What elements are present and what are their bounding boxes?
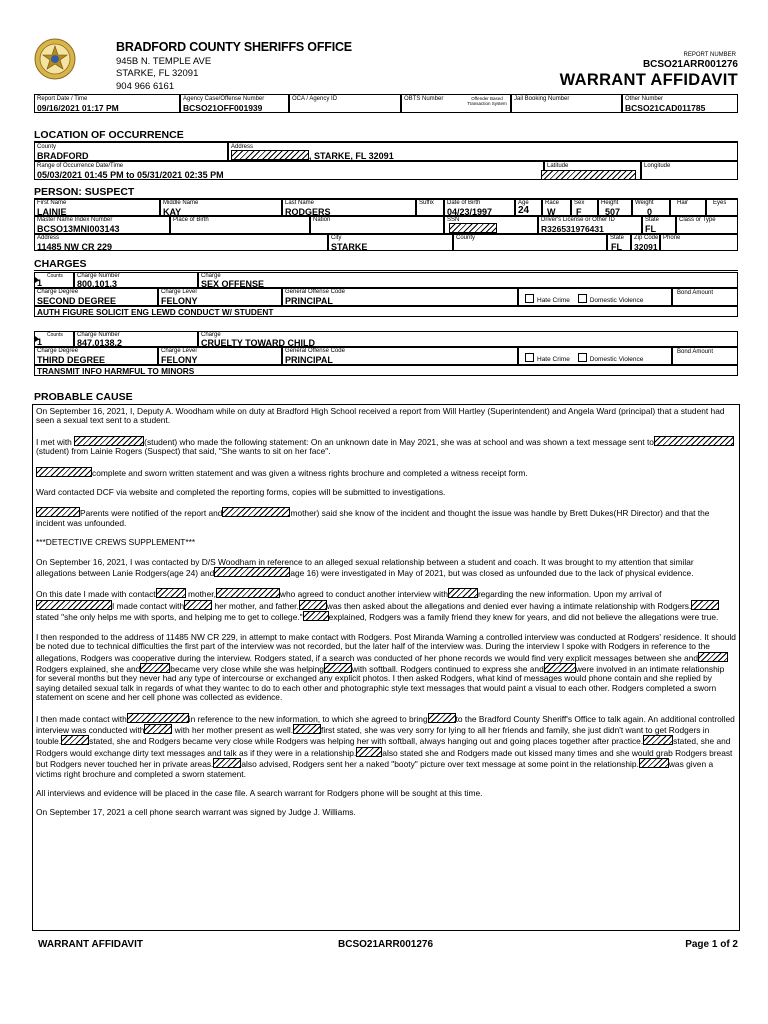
narrative-text: her mother, and father. <box>212 600 299 611</box>
charge-description: TRANSMIT INFO HARMFUL TO MINORS <box>37 366 195 376</box>
oca-label: OCA / Agency ID <box>292 96 338 102</box>
redaction-block <box>127 713 189 723</box>
narrative-text: with softball. Rodgers continued to express she and <box>351 663 544 674</box>
jail-booking-cell <box>511 94 622 113</box>
county-label: County <box>37 144 57 150</box>
hate-crime-label: Hate Crime <box>537 297 570 304</box>
latitude-label: Latitude <box>547 163 569 169</box>
hair-label: Hair <box>677 200 689 206</box>
middle-name-label: Middle Name <box>163 200 199 206</box>
narrative-text: also advised, Rodgers sent her a naked "booty" picture over text message at some point in the relationship. <box>241 759 639 770</box>
charge-level-label: Charge Level <box>161 289 197 295</box>
redaction-block <box>231 150 309 160</box>
obts-cell <box>401 94 511 113</box>
location-address-line <box>231 150 394 161</box>
first-name-label: First Name <box>37 200 67 206</box>
redaction-block <box>541 170 636 180</box>
state-value: FL <box>611 242 622 252</box>
narrative-text: also stated she and Rodgers made out kissed many times and she would grab Rodgers breast but Rodgers never touched her in private areas. <box>36 747 733 770</box>
charge-degree: THIRD DEGREE <box>37 355 106 365</box>
redaction-block <box>61 735 89 745</box>
range-cell <box>34 161 544 180</box>
suffix-cell <box>416 199 444 216</box>
nation-label: Nation <box>313 217 331 223</box>
eyes-label: Eyes <box>713 200 727 206</box>
narrative-text: to the Bradford County Sheriff's Office to talk again. An additional controlled interview was conducted with <box>36 713 735 735</box>
redaction-block <box>691 600 719 610</box>
narrative-text: (student) from Lainie Rogers (Suspect) that said, "She wants to sit on her face". <box>36 446 331 457</box>
charge-number: 800.101.3 <box>77 279 118 289</box>
height-label: Height <box>601 200 619 206</box>
narrative-text: I then made contact with <box>36 713 127 724</box>
charge-1-charge-cell <box>198 272 738 288</box>
narrative-text: age 16) were investigated in May of 2021, but was closed as unfounded due to the lack of physical evidence. <box>290 568 694 579</box>
hate-crime-label: Hate Crime <box>537 356 570 363</box>
hair-cell <box>670 199 706 216</box>
dl-label: Driver's License or Other ID <box>541 217 615 223</box>
redaction-block <box>36 600 112 610</box>
zip-cell <box>631 234 660 251</box>
charge-number-label: Charge Number <box>77 332 120 338</box>
city-value: STARKE <box>331 242 368 252</box>
offense-code: PRINCIPAL <box>285 355 333 365</box>
redaction-block <box>448 588 478 598</box>
charge-2-desc-cell <box>34 365 738 376</box>
narrative-paragraph <box>36 588 736 622</box>
redaction-block <box>36 467 92 477</box>
charge-level: FELONY <box>161 355 198 365</box>
redaction-block <box>144 724 172 734</box>
sex-value: F <box>576 207 582 217</box>
narrative-text: (student) who made the following statement: On an unknown date in May 2021, she was at school and was shown a text message sent to <box>144 436 654 447</box>
narrative-paragraph: ***DETECTIVE CREWS SUPPLEMENT*** <box>36 537 196 548</box>
suspect-address: 11485 NW CR 229 <box>37 242 113 252</box>
redaction-block <box>216 588 280 598</box>
narrative-text: in reference to the new information, to which she agreed to bring <box>188 713 428 724</box>
agency-name: BRADFORD COUNTY SHERIFFS OFFICE <box>116 40 352 54</box>
redaction-block <box>36 507 80 517</box>
narrative-text: were involved in an intimate relationship for several months but they never had any type of intercourse or exchanged any explicit photos. I then asked Rodgers, what kind of messages would phone contain and she replied by saying detailed sexual talk in regards of what they wantec to do to each other and photographic style text messages that would paint a visual to each other. Rodgers completed a sworn statement on scene and her cell phone was collected as evidence. <box>36 663 725 703</box>
age-label: Age <box>518 200 529 206</box>
weight-value: 0 <box>647 207 653 217</box>
probable-cause-heading: PROBABLE CAUSE <box>34 391 133 403</box>
charge-1-flags-cell <box>518 288 672 306</box>
charge-1-number-cell <box>74 272 198 288</box>
charge-2-level-cell <box>158 347 282 365</box>
narrative-text: I made contact with <box>112 600 185 611</box>
footer-report-number: BCSO21ARR001276 <box>338 939 434 950</box>
agency-address-2: STARKE, FL 32091 <box>116 68 199 79</box>
agency-address-1: 945B N. TEMPLE AVE <box>116 56 212 67</box>
redaction-block <box>324 663 352 673</box>
race-value: W <box>547 207 556 217</box>
report-date: 09/16/2021 01:17 PM <box>37 103 119 113</box>
charge-1-level-cell <box>158 288 282 306</box>
height-value: 507 <box>605 207 621 217</box>
charge-2-counts-cell <box>34 331 74 347</box>
age-cell <box>515 199 542 216</box>
flags-row <box>525 353 643 363</box>
narrative-paragraph <box>36 558 736 579</box>
suspect-address-cell <box>34 234 328 251</box>
county-cell <box>34 142 228 161</box>
charge-1-counts-cell <box>34 272 74 288</box>
narrative-paragraph <box>36 713 736 779</box>
state-cell <box>607 234 631 251</box>
narrative-paragraph <box>36 467 736 478</box>
narrative-text: Parents were notified of the report and <box>80 508 223 519</box>
charge-degree-label: Charge Degree <box>37 348 79 354</box>
caret-right-icon <box>35 277 39 283</box>
other-number-label: Other Number <box>625 96 664 102</box>
narrative-text: explained, Rodgers was a family friend they knew for years, and did not believe the allegations were true. <box>328 612 719 623</box>
narrative-text: On this date I made with contact <box>36 589 156 600</box>
redaction-block <box>654 436 734 446</box>
charge-number-label: Charge Number <box>77 273 120 279</box>
pob-cell <box>170 216 310 234</box>
race-label: Race <box>545 200 560 206</box>
weight-cell <box>632 199 670 216</box>
middle-name-cell <box>160 199 282 216</box>
first-name-cell <box>34 199 160 216</box>
case-number: BCSO21OFF001939 <box>183 103 263 113</box>
narrative-paragraph <box>36 633 736 703</box>
last-name-label: Last Name <box>285 200 315 206</box>
mni-cell <box>34 216 170 234</box>
report-number: BCSO21ARR001276 <box>642 59 738 70</box>
hate-crime-checkbox[interactable] <box>525 294 534 303</box>
other-number: BCSO21CAD011785 <box>625 103 706 113</box>
narrative-text: I met with <box>36 436 75 447</box>
narrative-text: was then asked about the allegations and denied ever having a intimate relationship with Rodgers. <box>326 600 692 611</box>
charge-degree: SECOND DEGREE <box>37 296 117 306</box>
narrative-text: Rodgers explained, she and <box>36 663 141 674</box>
city-cell <box>328 234 453 251</box>
mni-label: Master Name Index Number <box>37 217 113 223</box>
longitude-label: Longitude <box>644 163 671 169</box>
last-name: RODGERS <box>285 207 331 217</box>
charge-2-charge-cell <box>198 331 738 347</box>
height-cell <box>598 199 632 216</box>
county-value: BRADFORD <box>37 151 89 161</box>
mni-value: BCSO13MNI003143 <box>37 224 120 234</box>
offender-system-label: Offender Based Transaction System <box>467 96 507 106</box>
narrative-text: first stated, she was very sorry for lying to all her friends and family, she just didn't want to get Rodgers in touble. <box>36 724 710 747</box>
jail-booking-label: Jail Booking Number <box>514 96 570 102</box>
charge-2-flags-cell <box>518 347 672 365</box>
suspect-county-label: County <box>456 235 476 241</box>
bond-label: Bond Amount <box>677 290 714 296</box>
ssn-cell <box>444 216 538 234</box>
narrative-text: mother, <box>185 589 216 600</box>
sheriff-star-badge-icon <box>34 38 76 80</box>
narrative-text: I then responded to the address of 11485 NW CR 229, in attempt to make contact with Rodgers. Post Miranda Warning a controlled interview was conducted at Rodgers' residence. It should be noted due to technical difficulties the first part of the interview was not recorded, but the later half of the interview was. During the interview I spoke with Rodgers in reference to the allegations, Rodgers was cooperative during the interview. Rodgers stated, if a search was conducted of her phone records we would find very explicit messages between she and <box>36 631 736 663</box>
footer-title: WARRANT AFFIDAVIT <box>38 939 143 950</box>
charge-counts-label: Counts <box>47 332 63 338</box>
offense-code-label: General Offense Code <box>285 289 345 295</box>
redaction-block <box>222 507 290 517</box>
suspect-county-cell <box>453 234 607 251</box>
charge-label: Charge <box>201 332 221 338</box>
race-cell <box>542 199 571 216</box>
dl-state-label: State <box>645 217 660 223</box>
footer-page-number: Page 1 of 2 <box>685 939 738 950</box>
offense-code-label: General Offense Code <box>285 348 345 354</box>
redaction-block <box>293 724 321 734</box>
redaction-block <box>544 663 576 673</box>
city-label: City <box>331 235 342 241</box>
narrative-text: On September 16, 2021, I was contacted by D/S Woodham in reference to an alleged sexual relationship between a student and coach. It was brought to my attention that similar allegations between Lanie Rodgers(age 24) and <box>36 556 694 579</box>
state-label: State <box>610 235 625 241</box>
agency-phone: 904 966 6161 <box>116 81 175 92</box>
charge-degree-label: Charge Degree <box>37 289 79 295</box>
domestic-violence-label: Domestic Violence <box>589 297 644 304</box>
zip-value: 32091 <box>634 242 658 252</box>
caret-right-icon <box>35 336 39 342</box>
charge-counts: 1 <box>37 337 43 347</box>
narrative-paragraph: Ward contacted DCF via website and completed the reporting forms, copies will be submitted to investigations. <box>36 487 446 498</box>
domestic-violence-checkbox[interactable] <box>578 294 587 303</box>
suspect-heading: PERSON: SUSPECT <box>34 186 135 198</box>
range-value: 05/03/2021 01:45 PM to 05/31/2021 02:35 PM <box>37 170 224 180</box>
location-address-suffix: , STARKE, FL 32091 <box>309 151 394 161</box>
suffix-label: Suffix <box>419 200 434 206</box>
zip-label: Zip Code <box>634 235 659 241</box>
charge-number: 847.0138.2 <box>77 338 123 348</box>
narrative-paragraph <box>36 507 736 528</box>
narrative-text: who agreed to conduct another interview with <box>279 589 448 600</box>
narrative-paragraph <box>36 436 736 457</box>
dob-label: Date of Birth <box>447 200 481 206</box>
eyes-cell <box>706 199 738 216</box>
charge-2-degree-cell <box>34 347 158 365</box>
redaction-block <box>449 223 497 233</box>
charge-1-desc-cell <box>34 306 738 317</box>
redaction-block <box>356 747 382 757</box>
class-cell <box>676 216 738 234</box>
narrative-text: stated "she only helps me with sports, and helping me to get to college." <box>36 612 303 623</box>
middle-name: KAY <box>163 207 182 217</box>
report-number-label: REPORT NUMBER <box>683 52 736 58</box>
location-address-cell <box>228 142 738 161</box>
charge-counts: 1 <box>37 278 43 288</box>
oca-cell <box>289 94 401 113</box>
charge-description: AUTH FIGURE SOLICIT ENG LEWD CONDUCT W/ STUDENT <box>37 307 274 317</box>
case-number-cell <box>180 94 289 113</box>
suspect-address-label: Address <box>37 235 60 241</box>
sex-cell <box>571 199 598 216</box>
redaction-block <box>643 735 673 745</box>
offense-code: PRINCIPAL <box>285 296 333 306</box>
charges-heading: CHARGES <box>34 258 87 270</box>
charge-1-degree-cell <box>34 288 158 306</box>
redaction-block <box>156 588 186 598</box>
narrative-text: complete and sworn written statement and was given a witness rights brochure and completed a witness receipt form. <box>92 467 528 478</box>
narrative-text: stated, she and Rodgers became very close while Rodgers was helping her with softball, always hanging out and going places together after practice. <box>89 736 644 747</box>
probable-cause-narrative <box>32 404 740 931</box>
redaction-block <box>140 663 170 673</box>
narrative-text: became very close while she was helping <box>170 663 324 674</box>
charge-1-bond-cell <box>672 288 738 306</box>
ssn-label: SSN <box>447 217 460 223</box>
redaction-block <box>303 611 329 621</box>
bond-label: Bond Amount <box>677 349 714 355</box>
narrative-text: mother) said she know of the incident and thought the issue was handle by Brett Dukes(HR Director) and that the incident was unfounded. <box>36 508 710 528</box>
suspect-phone-cell <box>660 234 738 251</box>
redaction-block <box>299 600 327 610</box>
dob-value: 04/23/1997 <box>447 207 493 217</box>
age-value: 24 <box>518 205 530 216</box>
charge-counts-label: Counts <box>47 273 63 279</box>
suspect-phone-label: Phone <box>663 235 681 241</box>
narrative-text: stated, she and Rodgers would exchange dirty text messages and talk as if they were in a relationship. <box>36 736 731 758</box>
redaction-block <box>184 600 212 610</box>
charge-level-label: Charge Level <box>161 348 197 354</box>
domestic-violence-checkbox[interactable] <box>578 353 587 362</box>
last-name-cell <box>282 199 416 216</box>
charge-2-number-cell <box>74 331 198 347</box>
dl-value: R326531976431 <box>541 224 604 234</box>
latitude-cell <box>544 161 641 180</box>
charge-name: CRUELTY TOWARD CHILD <box>201 338 315 348</box>
dl-state-value: FL <box>645 224 656 234</box>
charge-name: SEX OFFENSE <box>201 279 265 289</box>
redaction-block <box>74 436 144 446</box>
redaction-block <box>428 713 456 723</box>
sex-label: Sex <box>574 200 585 206</box>
report-date-label: Report Date / Time <box>37 96 88 102</box>
charge-level: FELONY <box>161 296 198 306</box>
dl-state-cell <box>642 216 676 234</box>
flags-row <box>525 294 643 304</box>
class-label: Class or Type <box>679 217 716 223</box>
domestic-violence-label: Domestic Violence <box>589 356 644 363</box>
charge-2-code-cell <box>282 347 518 365</box>
other-number-cell <box>622 94 738 113</box>
dob-cell <box>444 199 515 216</box>
redaction-block <box>639 758 669 768</box>
redaction-block <box>214 567 290 577</box>
obts-label: OBTS Number <box>404 96 444 102</box>
charge-label: Charge <box>201 273 221 279</box>
narrative-text: with her mother present as well. <box>172 724 294 735</box>
location-heading: LOCATION OF OCCURRENCE <box>34 129 184 141</box>
narrative-paragraph: On September 16, 2021, I, Deputy A. Woodham while on duty at Bradford High School received a report from Will Hartley (Superintendent) and Angela Ward (principal) that a student had seen a sexual text sent to a student. <box>36 406 725 426</box>
range-label: Range of Occurrence Date/Time <box>37 163 124 169</box>
longitude-cell <box>641 161 738 180</box>
weight-label: Weight <box>635 200 654 206</box>
charge-1-code-cell <box>282 288 518 306</box>
document-title: WARRANT AFFIDAVIT <box>559 71 738 89</box>
nation-cell <box>310 216 444 234</box>
redaction-block <box>698 652 728 662</box>
narrative-paragraph: On September 17, 2021 a cell phone search warrant was signed by Judge J. Williams. <box>36 807 356 818</box>
narrative-text: was given a victims right brochure and completed a sworn statement. <box>36 759 714 779</box>
pob-label: Place of Birth <box>173 217 209 223</box>
first-name: LAINIE <box>37 207 67 217</box>
report-date-cell <box>34 94 180 113</box>
dl-cell <box>538 216 642 234</box>
narrative-text: regarding the new information. Upon my arrival of <box>477 589 662 600</box>
location-address-label: Address <box>231 144 254 150</box>
case-number-label: Agency Case/Offense Number <box>183 96 265 102</box>
hate-crime-checkbox[interactable] <box>525 353 534 362</box>
redaction-block <box>213 758 241 768</box>
charge-2-bond-cell <box>672 347 738 365</box>
narrative-paragraph: All interviews and evidence will be placed in the case file. A search warrant for Rodgers phone will be sought at this time. <box>36 787 483 798</box>
